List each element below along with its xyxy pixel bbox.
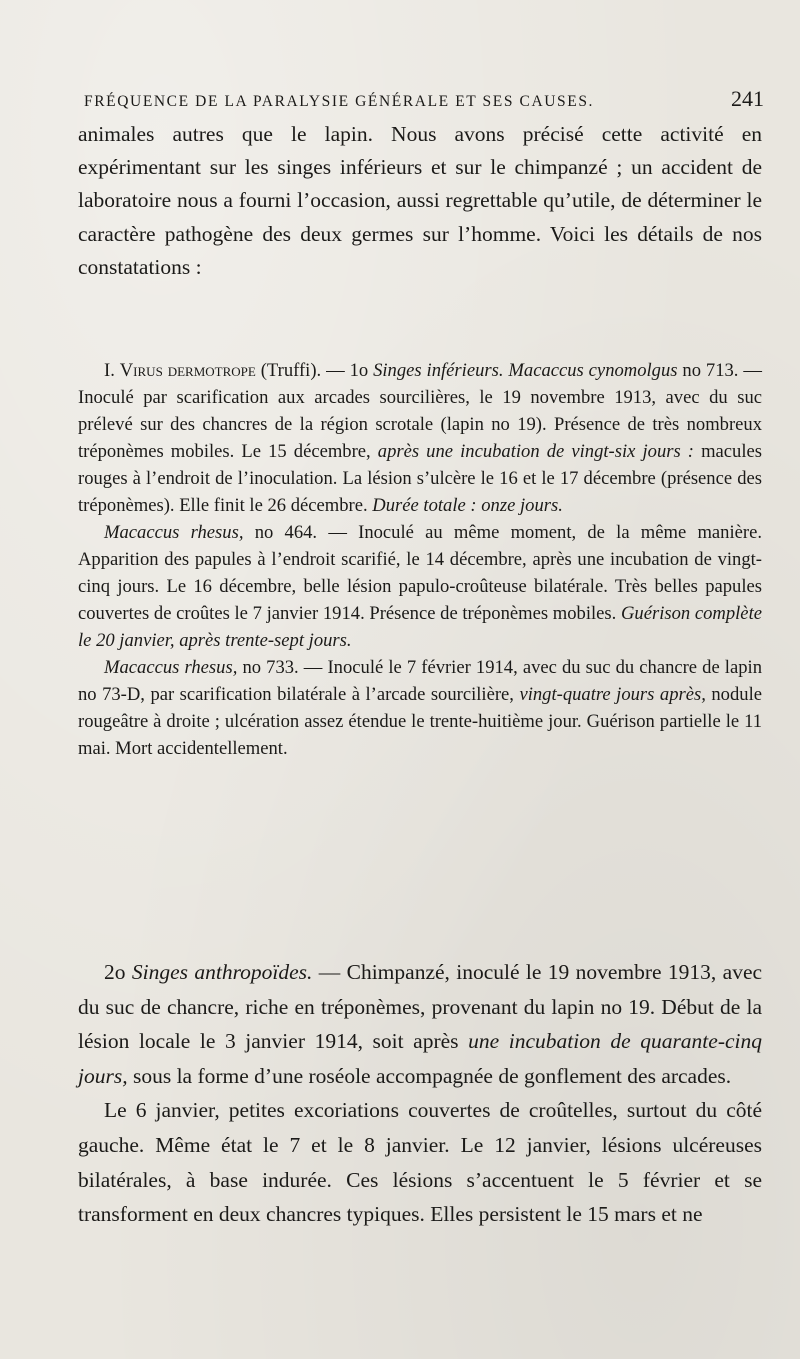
lead-paragraph: animales autres que le lapin. Nous avons précisé cette activité en expérimentant sur les singes inférieurs et sur le chimpanzé ; un accident de laboratoire nous a fourni l’occasion, aussi regrettable qu’utile, de déterminer le caractère pathogène des deux germes sur l’homme. Voici les détails de nos constatations : — [78, 122, 762, 279]
page-header — [84, 86, 764, 112]
case1-text-b: macules rouges à l’endroit de l’inoculation. La lésion s’ulcère le 16 et le 17 décembre (présence des tréponèmes). Elle finit le 26 décembre. — [78, 441, 762, 516]
section-source: (Truffi). — [260, 360, 322, 381]
running-head: FRÉQUENCE DE LA PARALYSIE GÉNÉRALE ET SES CAUSES. — [84, 93, 595, 110]
case3-text-b: nodule rougeâtre à droite ; ulcération assez étendue le trente-huitième jour. Guérison partielle le 11 mai. Mort accidentellement. — [78, 684, 762, 759]
case1-text-a: no 713. — Inoculé par scarification aux arcades sourcilières, le 19 novembre 1913, avec du suc prélevé sur des chancres de la région scrotale (lapin no 19). Présence de très nombreux tréponèmes mobiles. Le 15 décembre, — [78, 360, 762, 462]
case-paragraph-macaccus-rhesus-733 — [78, 654, 762, 762]
subsection-number: 1o — [349, 360, 369, 381]
case3-species: Macaccus rhesus, — [104, 657, 238, 678]
chimpanzee-paragraph — [78, 955, 762, 1093]
section-numeral: I. — [104, 360, 115, 381]
case2-italic: Guérison complète le 20 janvier, après trente-sept jours. — [78, 603, 762, 651]
section-one — [78, 357, 762, 762]
case1-italic-a: après une incubation de vingt-six jours : — [377, 441, 694, 462]
para1-italic: une incubation de quarante-cinq jours, — [78, 1029, 763, 1088]
case-paragraph-macaccus-rhesus-464 — [78, 519, 762, 654]
case1-species: Macaccus cynomolgus — [508, 360, 678, 381]
para1-text-a: — Chimpanzé, inoculé le 19 novembre 1913, avec du suc de chancre, riche en tréponèmes, provenant du lapin no 19. Début de la lésion locale le 3 janvier 1914, soit après — [78, 960, 763, 1054]
para1-text-b: sous la forme d’une roséole accompagnée de gonflement des arcades. — [132, 1063, 732, 1088]
case3-italic: vingt-quatre jours après, — [519, 684, 706, 705]
case2-text-a: no 464. — Inoculé au même moment, de la même manière. Apparition des papules à l’endroit scarifié, le 14 décembre, après une incubation de vingt-cinq jours. Le 16 décembre, belle lésion papulo-croûteuse bilatérale. Très belles papules couvertes de croûtes le 7 janvier 1914. Présence de tréponèmes mobiles. — [78, 522, 762, 624]
heading-dash: — — [326, 360, 345, 381]
section-two — [78, 955, 762, 1232]
para1-heading: Singes anthropoïdes. — [131, 960, 313, 984]
para1-number: 2o — [104, 960, 126, 984]
january-paragraph: Le 6 janvier, petites excoriations couvertes de croûtelles, surtout du côté gauche. Même état le 7 et le 8 janvier. Le 12 janvier, lésions ulcéreuses bilatérales, à base indurée. Ces lésions s’accentuent le 5 février et se transforment en deux chancres typiques. Elles persistent le 15 mars et ne — [78, 1098, 762, 1227]
subsection-heading: Singes inférieurs. — [373, 360, 504, 381]
case2-species: Macaccus rhesus, — [104, 522, 244, 543]
page-number: 241 — [731, 86, 764, 111]
case1-italic-b: Durée totale : onze jours. — [372, 495, 563, 516]
lead-text-block — [78, 118, 762, 284]
case-paragraph-macaccus-cynomolgus — [78, 357, 762, 519]
section-heading: Virus dermotrope — [119, 360, 256, 381]
case3-text-a: no 733. — Inoculé le 7 février 1914, avec du suc du chancre de lapin no 73-D, par scarification bilatérale à l’arcade sourcilière, — [78, 657, 762, 705]
